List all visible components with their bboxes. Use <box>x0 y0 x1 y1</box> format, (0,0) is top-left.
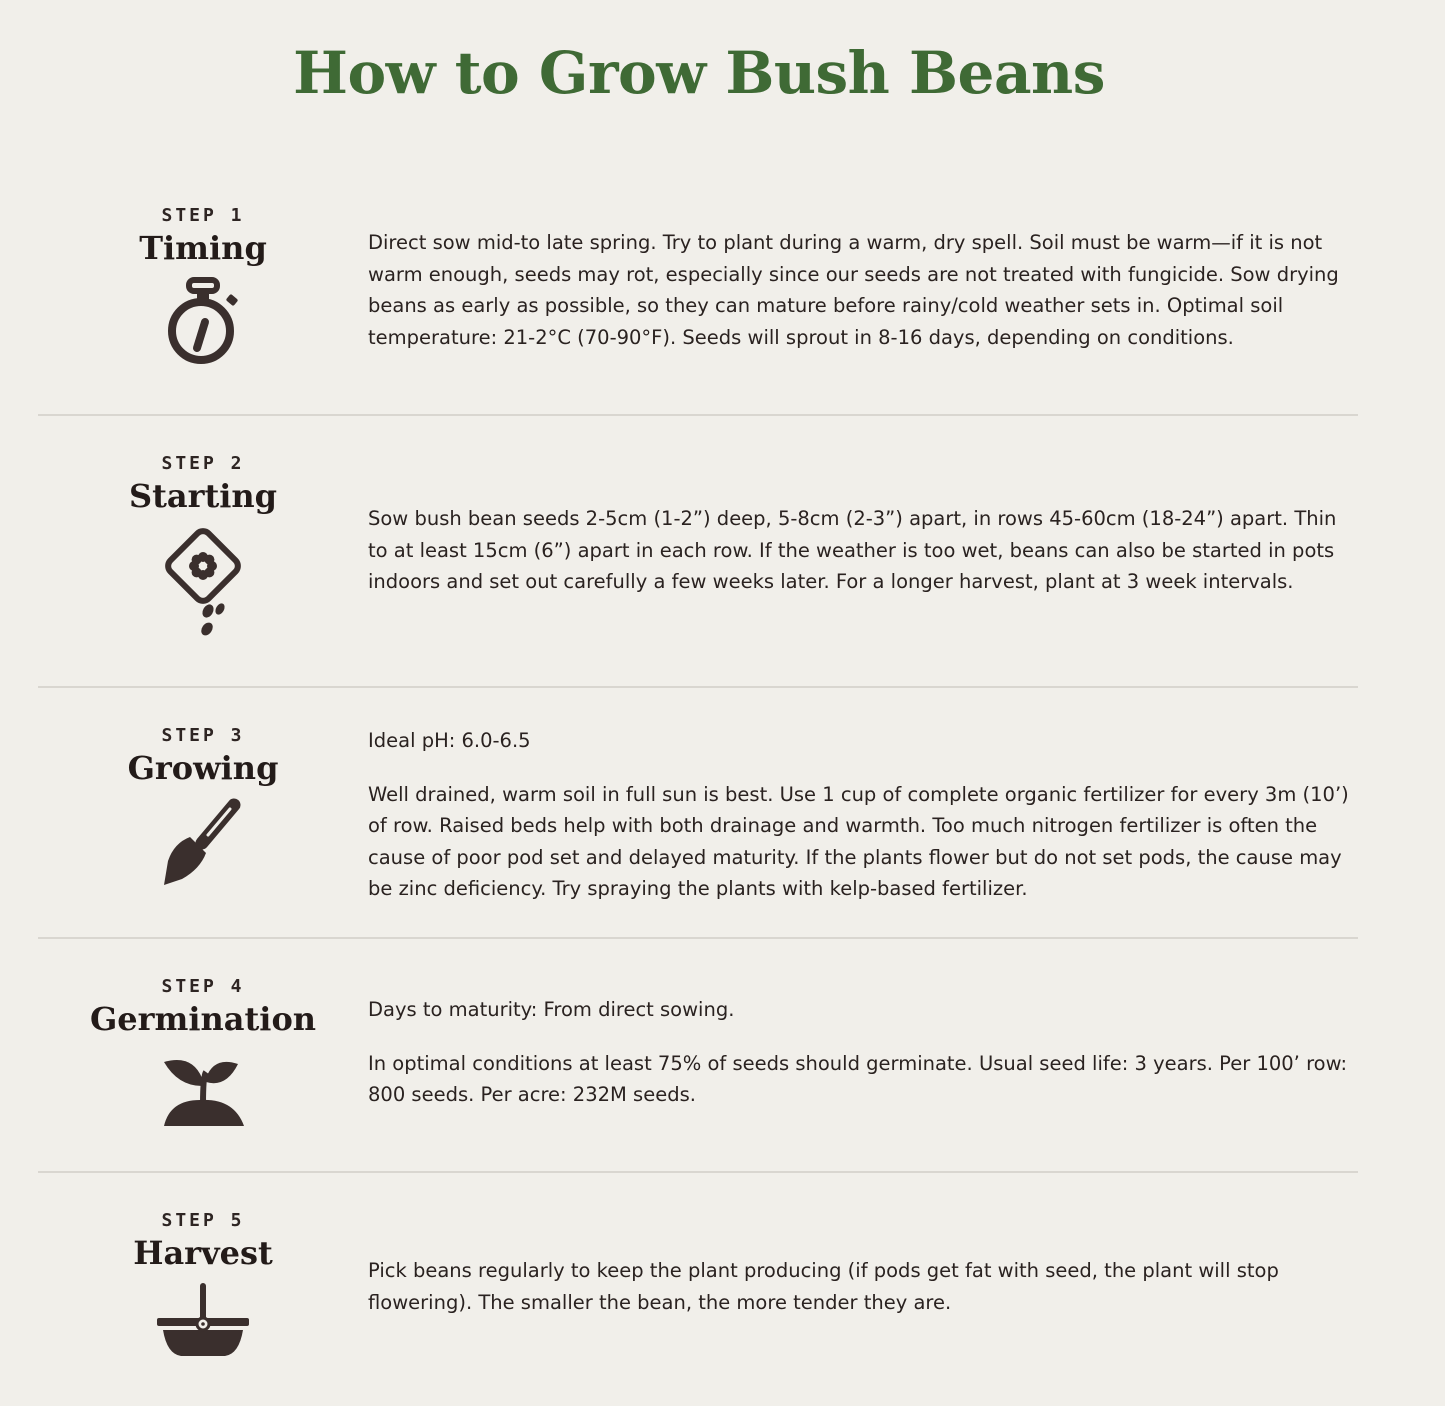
step-name: Growing <box>127 749 279 787</box>
seed-packet-icon <box>158 525 248 643</box>
step-paragraph: Days to maturity: From direct sowing. <box>368 998 735 1021</box>
basket-icon <box>155 1282 251 1362</box>
step-description <box>368 503 1358 598</box>
step-description <box>368 1255 1358 1318</box>
step-paragraph: In optimal conditions at least 75% of seeds should germinate. Usual seed life: 3 years. Per 100’ row: 800 seeds. Per acre: 232M seeds. <box>368 1051 1348 1106</box>
step-number: STEP 2 <box>161 453 245 474</box>
step-paragraph: Direct sow mid-to late spring. Try to plant during a warm, dry spell. Soil must be warm—if it is not warm enough, seeds may rot, especially since our seeds are not treated with fungicide. Sow drying beans as early as possible, so they can mature before rainy/cold weather sets in. Optimal soil temperature: 21-2°C (70-90°F). Seeds will sprout in 8-16 days, depending on conditions. <box>368 231 1339 349</box>
step-header <box>38 453 368 643</box>
step-header <box>38 976 368 1128</box>
step-header <box>38 1210 368 1362</box>
divider <box>38 1171 1358 1173</box>
stopwatch-icon <box>161 277 245 369</box>
page-title: How to Grow Bush Beans <box>293 39 1105 107</box>
step-header <box>38 205 368 369</box>
divider <box>38 937 1358 939</box>
divider <box>38 414 1358 416</box>
step-name: Germination <box>89 1000 317 1038</box>
step-number: STEP 1 <box>161 205 245 226</box>
step-description <box>368 227 1358 353</box>
step-name: Harvest <box>133 1234 273 1272</box>
divider <box>38 686 1358 688</box>
step-paragraph: Well drained, warm soil in full sun is best. Use 1 cup of complete organic fertilizer for every 3m (10’) of row. Raised beds help with both drainage and warmth. Too much nitrogen fertilizer is often the cause of poor pod set and delayed maturity. If the plants flower but do not set pods, the cause may be zinc deficiency. Try spraying the plants with kelp-based fertilizer. <box>368 782 1349 900</box>
sprout-icon <box>158 1048 248 1128</box>
step-paragraph: Pick beans regularly to keep the plant producing (if pods get fat with seed, the plant will stop flowering). The smaller the bean, the more tender they are. <box>368 1259 1279 1314</box>
step-number: STEP 3 <box>161 725 245 746</box>
step-description <box>368 725 1358 905</box>
step-name: Timing <box>139 229 267 267</box>
trowel-icon <box>158 797 248 889</box>
step-header <box>38 725 368 889</box>
step-paragraph: Ideal pH: 6.0-6.5 <box>368 729 531 752</box>
step-paragraph: Sow bush bean seeds 2-5cm (1-2”) deep, 5-8cm (2-3”) apart, in rows 45-60cm (18-24”) apart. Thin to at least 15cm (6”) apart in each row. If the weather is too wet, beans can also be started in pots indoors and set out carefully a few weeks later. For a longer harvest, plant at 3 week intervals. <box>368 507 1337 593</box>
step-number: STEP 4 <box>161 976 245 997</box>
step-description <box>368 994 1358 1111</box>
step-number: STEP 5 <box>161 1210 245 1231</box>
step-name: Starting <box>128 477 278 515</box>
